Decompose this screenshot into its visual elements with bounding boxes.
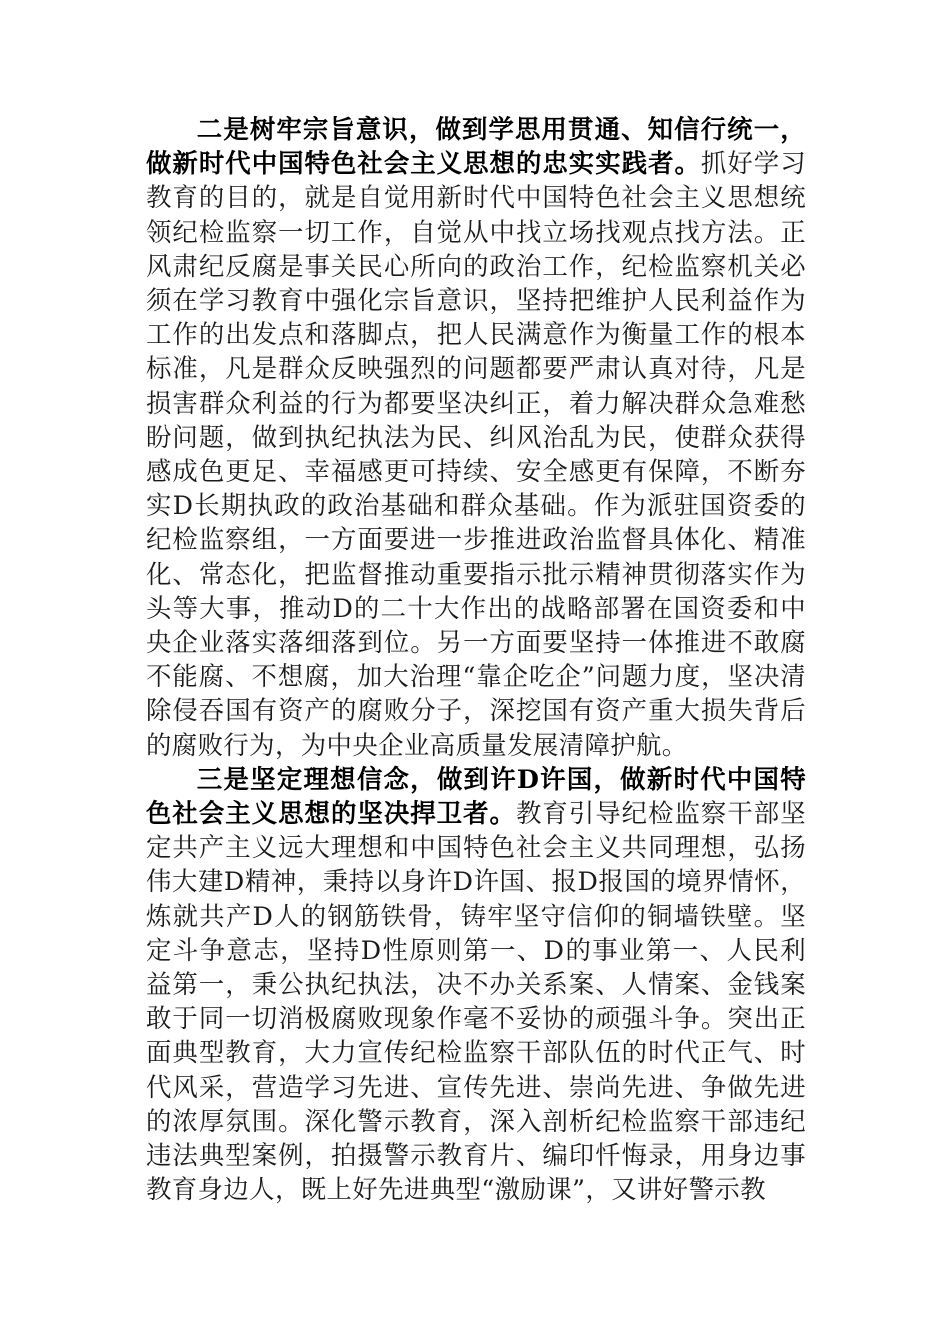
document-body bbox=[146, 112, 806, 1207]
paragraph-second-point bbox=[146, 112, 806, 762]
paragraph-text: 教育引导纪检监察干部坚定共产主义远大理想和中国特色社会主义共同理想，弘扬伟大建D精神，秉持以身许D许国、报D报国的境界情怀，炼就共产D人的钢筋铁骨，铸牢坚守信仰的铜墙铁壁。坚定斗争意志，坚持D性原则第一、D的事业第一、人民利益第一，秉公执纪执法，决不办关系案、人情案、金钱案敢于同一切消极腐败现象作毫不妥协的顽强斗争。突出正面典型教育，大力宣传纪检监察干部队伍的时代正气、时代风采，营造学习先进、宣传先进、崇尚先进、争做先进的浓厚氛围。深化警示教育，深入剖析纪检监察干部违纪违法典型案例，拍摄警示教育片、编印忏悔录，用身边事教育身边人，既上好先进典型“激励课”，又讲好警示教 bbox=[146, 798, 806, 1205]
paragraph-heading: 二是树牢宗旨意识，做到学思用贯通、知信行统一，做新时代中国特色社会主义思想的忠实实践者。 bbox=[146, 114, 806, 179]
paragraph-third-point bbox=[146, 762, 806, 1207]
paragraph-heading: 三是坚定理想信念，做到许D许国，做新时代中国特色社会主义思想的坚决捍卫者。 bbox=[146, 763, 806, 829]
paragraph-text: 抓好学习教育的目的，就是自觉用新时代中国特色社会主义思想统领纪检监察一切工作，自觉从中找立场找观点找方法。正风肃纪反腐是事关民心所向的政治工作，纪检监察机关必须在学习教育中强化宗旨意识，坚持把维护人民利益作为工作的出发点和落脚点，把人民满意作为衡量工作的根本标准，凡是群众反映强烈的问题都要严肃认真对待，凡是损害群众利益的行为都要坚决纠正，着力解决群众急难愁盼问题，做到执纪执法为民、纠风治乱为民，使群众获得感成色更足、幸福感更可持续、安全感更有保障，不断夯实D长期执政的政治基础和群众基础。作为派驻国资委的纪检监察组，一方面要进一步推进政治监督具体化、精准化、常态化，把监督推动重要指示批示精神贯彻落实作为头等大事，推动D的二十大作出的战略部署在国资委和中央企业落实落细落到位。另一方面要坚持一体推进不敢腐不能腐、不想腐，加大治理“靠企吃企”问题力度，坚决清除侵吞国有资产的腐败分子，深挖国有资产重大损失背后的腐败行为，为中央企业高质量发展清障护航。 bbox=[146, 148, 806, 760]
